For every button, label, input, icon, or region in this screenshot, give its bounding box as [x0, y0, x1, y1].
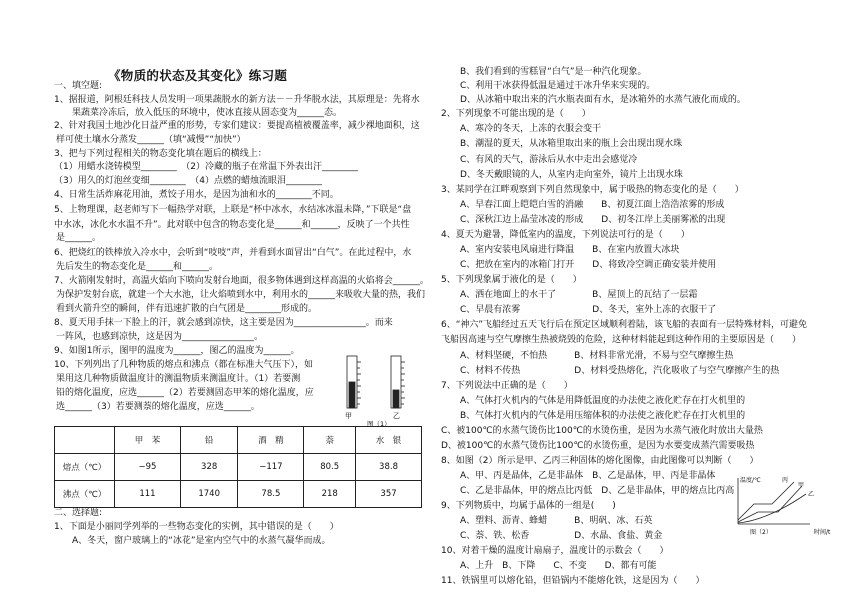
table-cell: 78.5	[238, 481, 304, 508]
table-cell: 357	[356, 481, 422, 508]
question-line: 3、把与下列过程相关的物态变化填在题后的横线上：	[54, 149, 267, 159]
table-row	[55, 481, 422, 508]
question-line: 7、下列说法中正确的是（ ）	[441, 381, 573, 391]
question-line: D、被100℃的水蒸气烫伤比100℃的水烫伤重，是因为水要变成蒸汽需要吸热	[441, 441, 755, 451]
question-line: A、寒冷的冬天，上冻的衣服会变干	[460, 124, 602, 134]
question-line: C、乙是非晶体，甲的熔点比丙低 D、乙是非晶体，甲的熔点比丙高	[460, 486, 735, 496]
table-cell: 熔点（℃）	[55, 454, 115, 481]
table-header-cell: 酒 精	[238, 427, 304, 454]
figure-1-label-b: 乙	[393, 412, 400, 420]
question-line: C、有风的天气，游泳后从水中走出会感觉冷	[460, 155, 638, 165]
page-title: 《物质的状态及其变化》练习题	[108, 68, 288, 83]
table-cell: 1740	[180, 481, 238, 508]
table-cell: 111	[115, 481, 181, 508]
question-line: B、潮湿的夏天，从冰箱里取出来的瓶上会出现出现水珠	[460, 139, 683, 149]
question-line: 铅的熔化温度，应选______（2）若要测固态甲苯的熔化温度，应	[56, 388, 314, 398]
question-line: 1、据报道，阿根廷科技人员发明一项果蔬脱水的新方法－－升华脱水法，其原理是：先将水	[54, 95, 420, 105]
question-line: 10、下列列出了几种物质的熔点和沸点（都在标准大气压下），如	[54, 360, 313, 370]
table-cell: 328	[180, 454, 238, 481]
question-line: 2、下列现象不可能出现的是（ ）	[441, 109, 591, 119]
table-header-cell: 水 银	[356, 427, 422, 454]
question-line: B、我们看到的雪糕冒“白气”是一种汽化现象。	[460, 67, 647, 77]
question-line: A、材料坚硬，不怕热 B、材料非常光滑，不易与空气摩擦生热	[460, 351, 734, 361]
question-line: A、洒在地面上的水干了 B、屋顶上的瓦结了一层霜	[460, 290, 698, 300]
table-header-cell: 铅	[180, 427, 238, 454]
question-line: C、材料不传热 D、材料受热熔化，汽化吸收了与空气摩擦产生的热	[460, 366, 780, 376]
question-line: A、甲、丙是晶体，乙是非晶体 B、乙是晶体，甲、丙是非晶体	[460, 471, 716, 481]
figure-2-curve-label: 丙	[782, 477, 789, 484]
thermometer-b	[391, 356, 405, 408]
question-line: 8、夏天用手抹一下脸上的汗，就会感到凉快，这主要是因为________________。而来	[54, 318, 393, 328]
question-line: C、早晨有浓雾 D、冬天，室外上冻的衣服干了	[460, 305, 717, 315]
question-line: 6、“神六”飞船经过五天飞行后在预定区域顺利着陆，该飞船的表面有一层特殊材料，可避免	[441, 320, 808, 330]
figure-1-thermometers	[335, 352, 430, 427]
figure-1-label-a: 甲	[345, 412, 352, 420]
question-line: 先后发生的物态变化是______和______。	[56, 262, 219, 272]
question-line: A、塑料、沥青、蜂蜡 B、明矾、冰、石英	[460, 516, 653, 526]
table-header-cell	[55, 427, 115, 454]
question-line: 5、上物理课，赵老师写下一幅热学对联，上联是“杯中冰水，水结冰冰温未降，”下联是“盘	[54, 205, 412, 215]
table-header-cell: 甲 苯	[115, 427, 181, 454]
question-line: 2、针对我国土地沙化日益严重的形势，专家们建议：要提高植被覆盖率，减少裸地面积，这	[54, 121, 420, 131]
figure-1-caption: 图（1）	[367, 420, 391, 427]
question-line: C、被100℃的水蒸气烫伤比100℃的水烫伤重，是因为水蒸气液化时放出大量热	[441, 426, 763, 436]
table-cell: 80.5	[304, 454, 356, 481]
question-line: 11、铁锅里可以熔化铅，但铅锅内不能熔化铁，这是因为（ ）	[441, 576, 705, 586]
question-line: A、早春江面上皑皑白雪的消融 B、初夏江面上浩浩浓雾的形成	[460, 200, 725, 210]
figure-2-melting-graph	[728, 474, 850, 536]
question-line: 一阵风，也感到凉快，这是因为________________。	[56, 332, 264, 342]
question-line: 选______（3）若要测萘的熔化温度，应选______。	[56, 402, 260, 412]
section-heading-choice: 二、选择题:	[54, 508, 103, 518]
question-line: A、室内安装电风扇进行降温 B、在室内放置大冰块	[460, 245, 680, 255]
question-line: 是______。	[56, 233, 102, 243]
figure-2-curve-label: 甲	[798, 482, 805, 489]
table-row	[55, 454, 422, 481]
question-line: 8、如图（2）所示是甲、乙丙三种固体的熔化图像，由此图像可以判断（ ）	[441, 456, 759, 466]
question-line: C、深秋江边上晶莹冰凌的形成 D、初冬江岸上美丽雾凇的出现	[460, 215, 726, 225]
question-line: 果蔬菜冷冻后，放入低压的环境中，使冰直接从固态变为______态。	[72, 108, 343, 118]
table-cell: 218	[304, 481, 356, 508]
figure-2-caption: 图（2）	[750, 529, 772, 536]
question-line: 4、日常生活炸麻花用油，煮饺子用水，是因为油和水的________不同。	[54, 190, 339, 200]
question-line: C、萘、铁、松香 D、水晶、食盐、黄金	[460, 531, 663, 541]
table-header-cell: 萘	[304, 427, 356, 454]
question-line: （1）用蜡水浇铸模型________ （2）冷藏的瓶子在常温下外表出汗________	[54, 162, 358, 172]
question-line: B、气体打火机内的气体是用压缩体积的办法使之液化贮存在打火机里的	[460, 411, 746, 421]
table-cell: −95	[115, 454, 181, 481]
question-line: 果用这几种物质做温度计的测温物质来测温度计。（1）若要测	[56, 374, 301, 384]
question-line: A、上升 B、下降 C、不变 D、都有可能	[460, 561, 657, 571]
question-line: 4、夏天为避暑，降低室内的温度，下列说法可行的是（ ）	[441, 230, 690, 240]
question-line: 中水冰，冰化水水温不升”。此对联中包含的物态变化是______和______，反映了一个共性	[54, 220, 410, 230]
question-line: 为保护发射台底，就建一个大水池，让火焰喷到水中，利用水的______来吸收大量的热，我们	[56, 290, 426, 300]
question-line: 9、下列物质中，均属于晶体的一组是( )	[441, 501, 616, 511]
question-line: 看到火箭升空的瞬间，伴有迅速扩散的白气团是________形成的。	[56, 304, 318, 314]
question-line: D、从冰箱中取出来的汽水瓶表面有水，是冰箱外的水蒸气液化而成的。	[460, 95, 746, 105]
question-line: 样可使土壤水分蒸发______（填“减慢”“加快”）	[56, 135, 246, 145]
section-heading-fill: 一、填空题:	[54, 81, 103, 91]
question-line: 7、火箭刚发射时，高温火焰向下喷向发射台地面，很多物体遇到这样高温的火焰将会______。	[54, 276, 429, 286]
figure-2-ylabel: 温度/℃	[740, 477, 761, 484]
figure-2-xlabel: 时间/t	[814, 529, 831, 536]
table-cell: 沸点（℃）	[55, 481, 115, 508]
melting-boiling-table	[54, 426, 422, 508]
question-line: 1、下面是小丽同学列举的一些物态变化的实例，其中错误的是（ ）	[54, 522, 339, 532]
question-line: D、冬天戴眼镜的人，从室内走向室外，镜片上出现水珠	[460, 170, 683, 180]
question-line: 10、对着干燥的温度计扇扇子，温度计的示数会（ ）	[441, 546, 669, 556]
figure-2-curve-label: 乙	[808, 491, 815, 498]
question-line: 6、把烧红的铁棒放入冷水中，会听到“吱吱”声，并看到水面冒出“白气”。在此过程中，水	[54, 248, 412, 258]
question-line: 9、如图1所示，图甲的温度为______，图乙的温度为______。	[54, 346, 300, 356]
table-cell: 38.8	[356, 454, 422, 481]
question-line: C、把放在室内的冰箱门打开 D、将致冷空调正确安装并使用	[460, 260, 717, 270]
question-line: 5、下列现象属于液化的是（ ）	[441, 275, 582, 285]
table-header-row	[55, 427, 422, 454]
table-cell: −117	[238, 454, 304, 481]
question-line: （3）用久的灯泡丝变细________ （4）点燃的蜡烛流眼泪________	[54, 176, 322, 186]
question-line: A、冬天，窗户玻璃上的“冰花”是室内空气中的水蒸气凝华而成。	[72, 536, 331, 546]
question-line: 3、某同学在江畔观察到下列自然现象中，属于吸热的物态变化的是（ ）	[441, 185, 744, 195]
question-line: A、气体打火机内的气体是用降低温度的办法使之液化贮存在打火机里的	[460, 396, 746, 406]
question-line: 飞船因高速与空气摩擦生热被烧毁的危险，这种材料能起到这种作用的主要原因是（ ）	[441, 335, 802, 345]
thermometer-a	[347, 356, 361, 408]
question-line: C、利用干冰获得低温是通过干冰升华来实现的。	[460, 81, 656, 91]
